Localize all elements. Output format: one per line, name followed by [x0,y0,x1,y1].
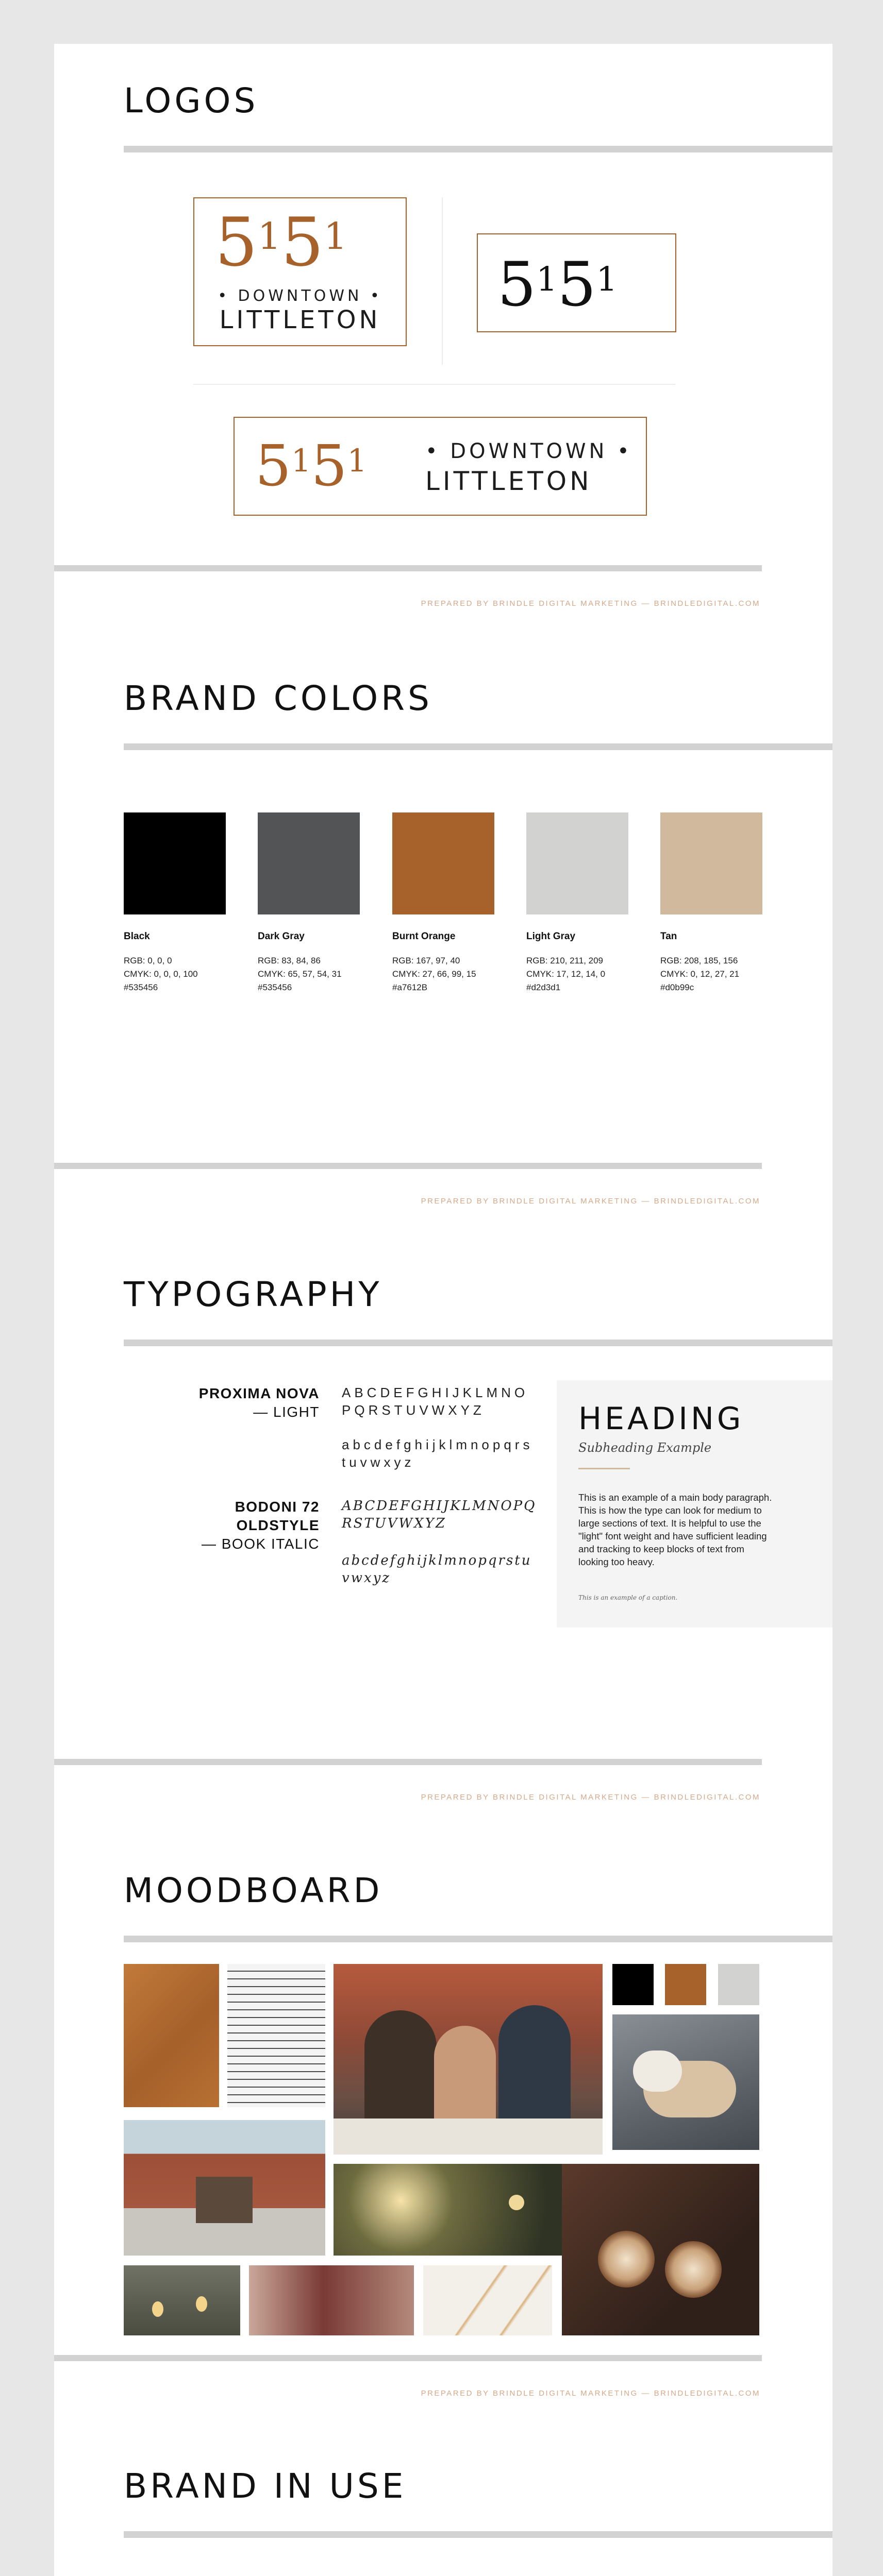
logo-downtown: • DOWNTOWN • [425,439,632,463]
footer-rule [54,1759,762,1765]
section-title: MOODBOARD [124,1871,383,1910]
color-name: Light Gray [526,931,576,942]
swatch-tan [660,812,762,914]
color-values: RGB: 210, 211, 209 CMYK: 17, 12, 14, 0 #d2d3d1 [526,956,606,992]
dog-head [633,2050,682,2092]
logo-stacked [193,197,407,346]
sample-caption: This is an example of a caption. [578,1594,678,1601]
bulb [152,2301,163,2317]
footer-credit: PREPARED BY BRINDLE DIGITAL MARKETING — BRINDLEDIGITAL.COM [421,1793,760,1802]
title-rule [124,146,832,152]
brand-in-use-section [54,2429,832,2576]
logos-section [54,44,832,641]
colors-section [54,641,832,1239]
footer-rule [54,565,762,571]
section-title: BRAND COLORS [124,679,432,718]
building-photo [124,2120,325,2256]
swatch-gray [718,1964,759,2005]
table-surface [334,2119,603,2155]
footer-rule [54,1163,762,1169]
sample-rule [578,1468,630,1469]
swatch-black [612,1964,654,2005]
color-values: RGB: 167, 97, 40 CMYK: 27, 66, 99, 15 #a7612B [392,956,476,992]
color-values: RGB: 208, 185, 156 CMYK: 0, 12, 27, 21 #d0b99c [660,956,740,992]
color-values: RGB: 83, 84, 86 CMYK: 65, 57, 54, 31 #535456 [258,956,342,992]
font2-lowercase: abcdefghijklmnopqrstuvwxyz [342,1553,532,1586]
sample-body: This is an example of a main body paragraph. This is how the type can look for medium to large sections of text. It is helpful to use the "light" font weight and have sufficient leading and tracking to keep blocks of text from looking too heavy. [578,1492,772,1567]
logo-numeral: 5151 [255,433,367,499]
dog-photo [612,2014,759,2150]
footer-credit: PREPARED BY BRINDLE DIGITAL MARKETING — BRINDLEDIGITAL.COM [421,1197,760,1206]
swatch-burnt-orange [392,812,494,914]
logo-divider [442,197,443,365]
window-shape [196,2177,253,2223]
color-name: Black [124,931,150,942]
font2-uppercase: ABCDEFGHIJKLMNOPQRSTUVWXYZ [342,1498,537,1531]
color-name: Burnt Orange [392,931,456,942]
swatch-light-gray [526,812,628,914]
logo-littleton: LITTLETON [425,466,592,496]
color-name: Tan [660,931,677,942]
footer-credit: PREPARED BY BRINDLE DIGITAL MARKETING — BRINDLEDIGITAL.COM [421,2389,760,2398]
section-title: TYPOGRAPHY [124,1275,382,1314]
latte-cup [598,2231,655,2287]
font2-label: BODONI 72 OLDSTYLE — BOOK ITALIC [201,1499,320,1552]
swatch-orange [665,1964,706,2005]
logo-numeral: 5151 [497,249,618,320]
typography-section [54,1238,832,1835]
stripes-pattern-image [227,1964,325,2107]
bokeh-light [509,2195,524,2210]
swatch-black [124,812,226,914]
footer-rule [54,2355,762,2361]
swatch-dark-gray [258,812,360,914]
title-rule [124,1936,832,1942]
latte-cup [665,2241,722,2298]
lattes-photo [562,2164,759,2335]
marble-texture-image [423,2265,552,2335]
title-rule [124,2531,832,2538]
logo-numeral: 5151 [215,203,347,281]
section-title: LOGOS [124,81,259,121]
logo-littleton: LITTLETON [219,306,381,334]
section-title: BRAND IN USE [124,2466,407,2506]
type-sample-card [557,1380,832,1628]
font1-uppercase: ABCDEFGHIJKLMNOPQRSTUVWXYZ [342,1385,529,1418]
leather-texture-image [124,1964,219,2107]
title-rule [124,743,832,750]
bulb [196,2296,207,2312]
color-values: RGB: 0, 0, 0 CMYK: 0, 0, 0, 100 #535456 [124,956,198,992]
logo-numeral-only [477,233,676,332]
pendant-lights-photo [124,2265,240,2335]
title-rule [124,1340,832,1346]
font1-label: PROXIMA NOVA — LIGHT [198,1385,320,1420]
logo-horizontal [234,417,647,516]
logo-downtown: • DOWNTOWN • [218,287,382,305]
color-name: Dark Gray [258,931,305,942]
font1-lowercase: abcdefghijklmnopqrstuvwxyz [342,1437,534,1470]
logo-hdivider [193,384,675,385]
sample-subheading: Subheading Example [578,1440,712,1455]
moodboard-section [54,1834,832,2431]
wine-glasses-photo [249,2265,414,2335]
sample-heading: HEADING [578,1401,744,1437]
friends-cafe-photo [334,1964,603,2155]
footer-credit: PREPARED BY BRINDLE DIGITAL MARKETING — BRINDLEDIGITAL.COM [421,599,760,608]
